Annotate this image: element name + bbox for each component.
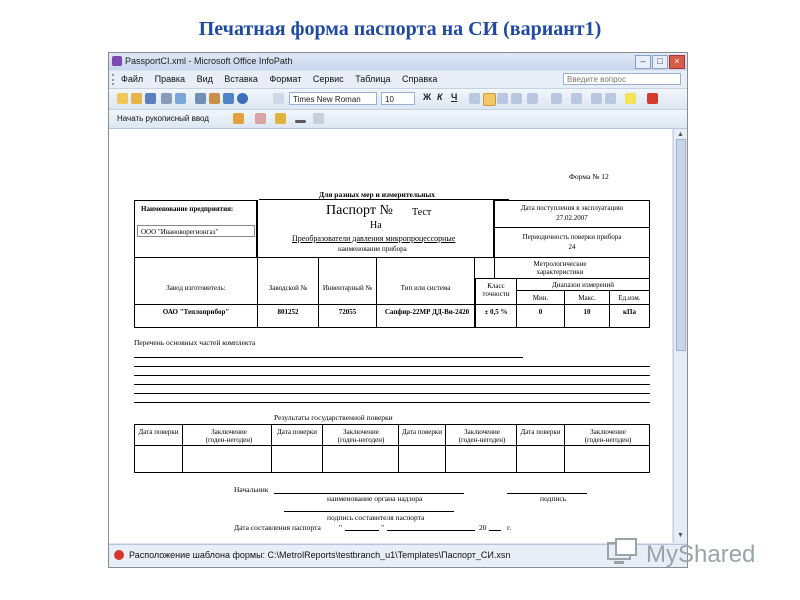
verify-date-2-value[interactable] [271,445,323,473]
verify-result-2-label: Заключение (годен-негоден) [337,428,385,444]
align-center-icon[interactable] [483,93,496,106]
col-type-label: Тип или система [400,284,451,292]
menu-grip-icon [112,74,117,85]
italic-button[interactable]: К [437,92,443,102]
row-serial [257,304,319,328]
watermark-logo [606,535,766,575]
verify-date-1-value[interactable] [134,445,183,473]
date-suffix: г. [507,523,512,532]
device-caption: наименование прибора [338,245,407,253]
signature-caption: подпись [540,494,567,503]
help-search-input[interactable]: Введите вопрос [563,73,681,85]
passport-number-input[interactable]: Тест [412,207,432,218]
col-unit-label: Ед.изм. [618,294,641,302]
col-serial [257,257,319,305]
org-label: Наименование предприятия: [141,205,234,213]
col-manufacturer-label: Завод изготовитель: [166,284,226,292]
vertical-scrollbar[interactable] [673,129,687,543]
col-min-label: Мин. [532,294,549,302]
top-caption: Для разных мер и измерительных [319,190,435,199]
verify-result-3-value[interactable] [445,445,517,473]
verify-result-3 [445,424,517,446]
open-icon[interactable] [131,93,142,104]
row-accuracy [475,304,517,328]
parts-line-4[interactable] [134,384,650,385]
watermark-icon [606,535,642,571]
font-size-select[interactable]: 10 [381,92,415,105]
bullets-icon[interactable] [571,93,582,104]
eraser-icon[interactable] [255,113,266,124]
line-spacing-icon[interactable] [527,93,538,104]
verify-result-2-value[interactable] [322,445,399,473]
period-cell [494,227,650,258]
maximize-button[interactable]: □ [652,55,668,69]
col-accuracy [475,278,517,305]
row-min [516,304,565,328]
scroll-up-icon[interactable]: ▲ [677,130,684,138]
org-cell [134,200,257,258]
menu-table[interactable]: Таблица [355,74,391,84]
parts-line-5[interactable] [134,393,650,394]
ink-select-icon[interactable] [313,113,324,124]
underline-button[interactable]: Ч [451,92,458,102]
row-type-value[interactable]: Сапфир-22МР ДД-Ви-2420 [384,308,470,316]
col-max-label: Макс. [578,294,596,302]
pen-icon[interactable] [233,113,244,124]
parts-line-3[interactable] [134,375,650,376]
chief-label: Начальник [234,485,269,494]
start-ink-button[interactable]: Начать рукописный ввод [117,114,209,123]
parts-line-6[interactable] [134,402,650,403]
commission-label: Дата поступления в эксплуатацию [520,204,624,212]
date-day-line[interactable] [345,530,379,531]
infopath-app-icon [112,56,122,66]
results-title: Результаты государственной поверки [274,413,393,422]
window-title: PassportCI.xml - Microsoft Office InfoPath [125,56,293,66]
menu-file[interactable]: Файл [121,74,144,84]
date-quote-open: " [339,523,343,532]
verify-date-2-label: Дата поверки [277,428,317,436]
verify-date-3-label: Дата поверки [402,428,442,436]
infopath-window [108,52,688,568]
passport-cell [257,200,494,258]
col-range-label: Диапазон измерений [552,281,614,289]
compiler-caption: подпись составителя паспорта [327,513,425,522]
row-unit [609,304,650,328]
scroll-down-icon[interactable]: ▼ [677,531,684,539]
bold-button[interactable]: Ж [423,92,432,102]
col-serial-label: Заводской № [268,284,308,292]
compiler-line[interactable] [284,511,454,512]
pen-color-icon[interactable] [275,113,286,124]
watermark-text: MyShared [646,541,756,568]
font-color-icon[interactable] [647,93,658,104]
row-inventory-value[interactable]: 72055 [338,308,357,316]
date-quote-close: " [381,523,385,532]
numbering-icon[interactable] [551,93,562,104]
metrology-label: Метрологические характеристики [533,260,587,276]
col-inventory [318,257,377,305]
print-icon[interactable] [161,93,172,104]
row-inventory [318,304,377,328]
col-min [516,290,565,305]
paste-icon[interactable] [209,93,220,104]
date-label: Дата составления паспорта [234,523,321,532]
menu-bar [109,71,687,89]
verify-result-3-label: Заключение (годен-негоден) [458,428,506,444]
col-inventory-label: Инвентарный № [322,284,373,292]
verify-date-4-label: Дата поверки [520,428,561,436]
parts-label: Перечень основных частей комплекта [134,338,256,347]
verify-date-3 [398,424,446,446]
commission-cell [494,200,650,228]
font-family-select[interactable]: Times New Roman [289,92,377,105]
row-type [376,304,475,328]
verify-result-1 [182,424,272,446]
commission-date[interactable]: 27.02.2007 [556,214,588,222]
col-max [564,290,610,305]
col-accuracy-label: Класс точности [482,282,510,298]
row-manufacturer-value[interactable]: ОАО "Теплоприбор" [162,308,230,316]
form-canvas [109,129,672,543]
menu-format[interactable]: Формат [269,74,302,84]
styles-icon[interactable] [273,93,284,104]
save-icon[interactable] [145,93,156,104]
verify-result-1-value[interactable] [182,445,272,473]
new-icon[interactable] [117,93,128,104]
verify-date-1 [134,424,183,446]
help-icon[interactable] [237,93,248,104]
error-icon [114,550,124,560]
metrology-header [494,257,650,279]
cut-icon[interactable] [195,93,206,104]
menu-help[interactable]: Справка [402,74,438,84]
row-accuracy-value[interactable]: ± 0,5 % [484,308,508,316]
parts-line-1[interactable] [134,357,523,358]
row-max-value[interactable]: 10 [583,308,591,316]
col-unit [609,290,650,305]
device-name-input[interactable]: Преобразователи давления микропроцессорные [292,234,456,243]
decrease-indent-icon[interactable] [591,93,602,104]
passport-title: Паспорт № [326,203,393,218]
align-right-icon[interactable] [497,93,508,104]
verify-result-4-label: Заключение (годен-негоден) [584,428,632,444]
menu-insert[interactable]: Вставка [224,74,258,84]
date-year: 20 [479,523,487,532]
status-text: Расположение шаблона формы: C:\MetrolReports\testbranch_u1\Templates\Паспорт_СИ.xsn [129,550,511,560]
verify-date-2 [271,424,323,446]
increase-indent-icon[interactable] [605,93,616,104]
parts-line-2[interactable] [134,366,650,367]
verify-result-1-label: Заключение (годен-негоден) [205,428,253,444]
verify-result-2 [322,424,399,446]
row-serial-value[interactable]: 801252 [277,308,299,316]
verify-date-4 [516,424,565,446]
justify-icon[interactable] [511,93,522,104]
org-input[interactable]: ООО "Ивановорегионгаз" [137,225,255,237]
menu-edit[interactable]: Правка [154,74,186,84]
minimize-button[interactable]: – [635,55,651,69]
verify-date-3-value[interactable] [398,445,446,473]
row-unit-value[interactable]: кПа [623,308,636,316]
verify-result-4 [564,424,650,446]
period-value[interactable]: 24 [568,243,576,251]
menu-tools[interactable]: Сервис [312,74,344,84]
highlight-icon[interactable] [625,93,636,104]
standard-toolbar [109,89,687,110]
close-button[interactable]: × [669,55,685,69]
format-painter-icon[interactable] [223,93,234,104]
authority-caption: наименование органа надзора [327,494,423,503]
preview-icon[interactable] [175,93,186,104]
slide-title: Печатная форма паспорта на СИ (вариант1) [198,18,602,40]
verify-date-1-label: Дата поверки [138,428,179,436]
title-bar [109,53,687,70]
on-label: На [370,220,382,231]
verify-date-4-value[interactable] [516,445,565,473]
form-number: Форма № 12 [569,172,609,181]
status-bar [109,544,687,567]
col-type [376,257,475,305]
col-manufacturer [134,257,258,305]
date-year-line[interactable] [489,530,501,531]
date-month-line[interactable] [387,530,475,531]
scroll-thumb[interactable] [676,139,686,351]
row-max [564,304,610,328]
line-weight-icon[interactable] [295,120,306,123]
ink-toolbar [109,110,687,129]
row-manufacturer [134,304,258,328]
align-left-icon[interactable] [469,93,480,104]
menu-view[interactable]: Вид [196,74,213,84]
row-min-value[interactable]: 0 [538,308,543,316]
verify-result-4-value[interactable] [564,445,650,473]
period-label: Периодичность поверки прибора [522,233,622,241]
